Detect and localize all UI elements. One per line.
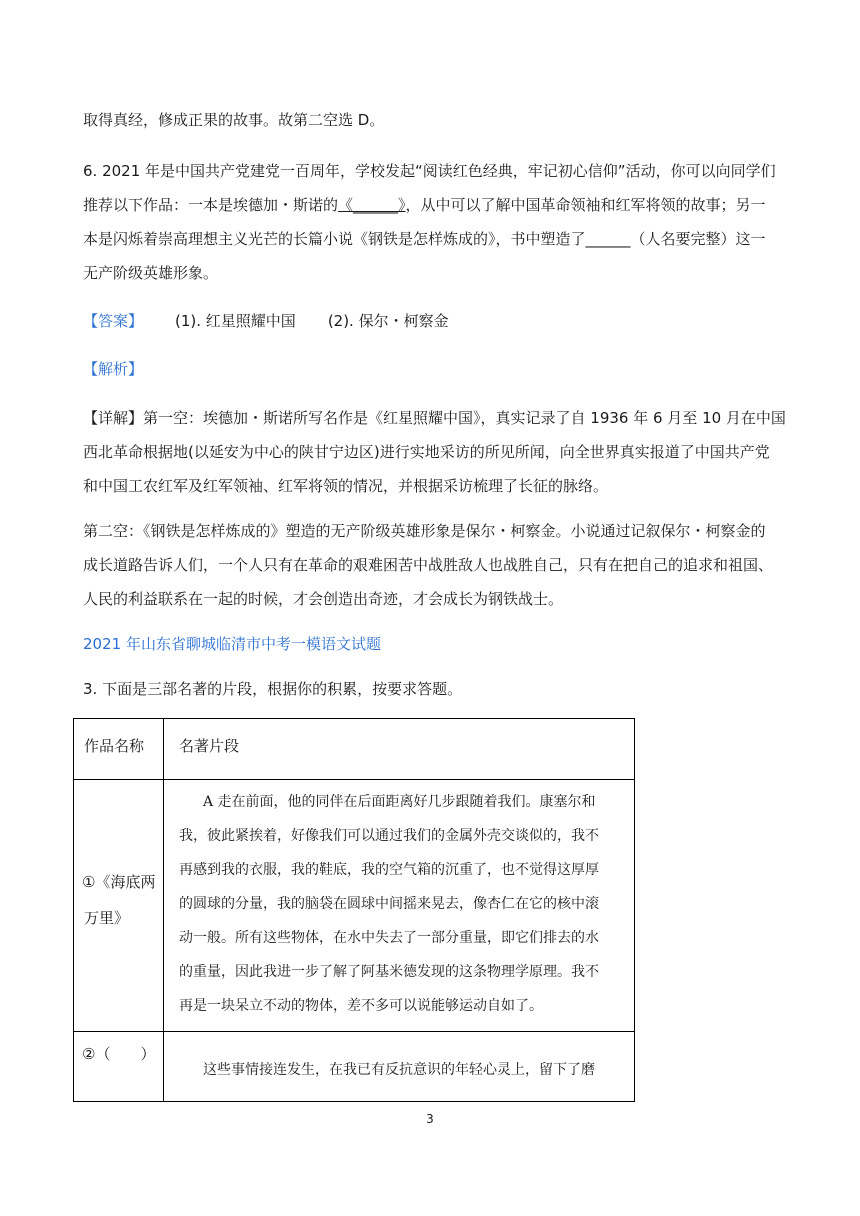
row2-work-name: ②（ ）: [82, 1045, 156, 1063]
row1-work-name-line-2: 万里》: [84, 909, 130, 927]
detail-line-2: 西北革命根据地(以延安为中心的陕甘宁边区)进行实地采访的所见所闻，向全世界真实报道了中国共产党: [83, 443, 770, 461]
excerpt-line: 再是一块呆立不动的物体，差不多可以说能够运动自如了。: [179, 998, 543, 1014]
second-blank-line-2: 成长道路告诉人们，一个人只有在革命的艰难困苦中战胜敌人也战胜自己，只有在把自己的追求和祖国、: [83, 556, 774, 574]
excerpt-line: 再感到我的衣服，我的鞋底，我的空气箱的沉重了，也不觉得这厚厚: [179, 862, 599, 878]
question-3: 3. 下面是三部名著的片段，根据你的积累，按要求答题。: [83, 680, 463, 698]
answer-line: [83, 311, 783, 331]
blank-book-title: 《______》: [338, 196, 406, 214]
question-6-text: ，从中可以了解中国革命领袖和红军将领的故事；另一: [405, 196, 766, 214]
source-title: 2021 年山东省聊城临清市中考一模语文试题: [83, 635, 381, 653]
header-excerpt: 名著片段: [179, 737, 240, 755]
excerpt-line: 动一般。所有这些物体，在水中失去了一部分重量，即它们排去的水: [179, 930, 599, 946]
classics-table: [73, 718, 635, 1102]
answer-2: (2). 保尔・柯察金: [327, 312, 449, 330]
excerpt-line: 我，彼此紧挨着，好像我们可以通过我们的金属外壳交谈似的，我不: [179, 828, 599, 844]
second-blank-line-3: 人民的利益联系在一起的时候，才会创造出奇迹，才会成长为钢铁战士。: [83, 590, 564, 608]
second-blank-line-1: 第二空：《钢铁是怎样炼成的》塑造的无产阶级英雄形象是保尔・柯察金。小说通过记叙保尔・柯察金的: [83, 522, 766, 540]
question-6-text: 推荐以下作品：一本是埃德加・斯诺的: [83, 196, 339, 214]
detail-line-1: [83, 408, 786, 428]
row1-work-name-line-1: ①《海底两: [82, 873, 156, 891]
detail-line-3: 和中国工农红军及红军领袖、红军将领的情况，并根据采访梳理了长征的脉络。: [83, 477, 609, 495]
question-6-line-3: 本是闪烁着崇高理想主义光芒的长篇小说《钢铁是怎样炼成的》，书中塑造了______（人名要完整）这一: [83, 230, 766, 248]
question-6-line-2: [83, 195, 783, 215]
detail-label: 【详解】: [83, 409, 144, 427]
excerpt-line: 的圆球的分量，我的脑袋在圆球中间摇来晃去，像杏仁在它的核中滚: [179, 896, 599, 912]
excerpt-line: A 走在前面，他的同伴在后面距离好几步跟随着我们。康塞尔和: [203, 794, 596, 810]
analysis-label: 【解析】: [83, 360, 144, 378]
detail-text: 第一空：埃德加・斯诺所写名作是《红星照耀中国》，真实记录了自 1936 年 6 月至 10 月在中国: [143, 409, 786, 427]
page-number: 3: [426, 1112, 434, 1126]
question-6-line-4: 无产阶级英雄形象。: [83, 264, 219, 282]
text-line: 取得真经，修成正果的故事。故第二空选 D。: [83, 111, 385, 129]
row2-excerpt-line: 这些事情接连发生，在我已有反抗意识的年轻心灵上，留下了磨: [203, 1062, 595, 1078]
answer-1: (1). 红星照耀中国: [175, 312, 296, 330]
excerpt-line: 的重量，因此我进一步了解了阿基米德发现的这条物理学原理。我不: [179, 964, 599, 980]
answer-label: 【答案】: [83, 312, 144, 330]
header-work-name: 作品名称: [84, 737, 145, 755]
question-6-line-1: 6. 2021 年是中国共产党建党一百周年，学校发起“阅读红色经典，牢记初心信仰”活动，你可以向同学们: [83, 162, 776, 180]
